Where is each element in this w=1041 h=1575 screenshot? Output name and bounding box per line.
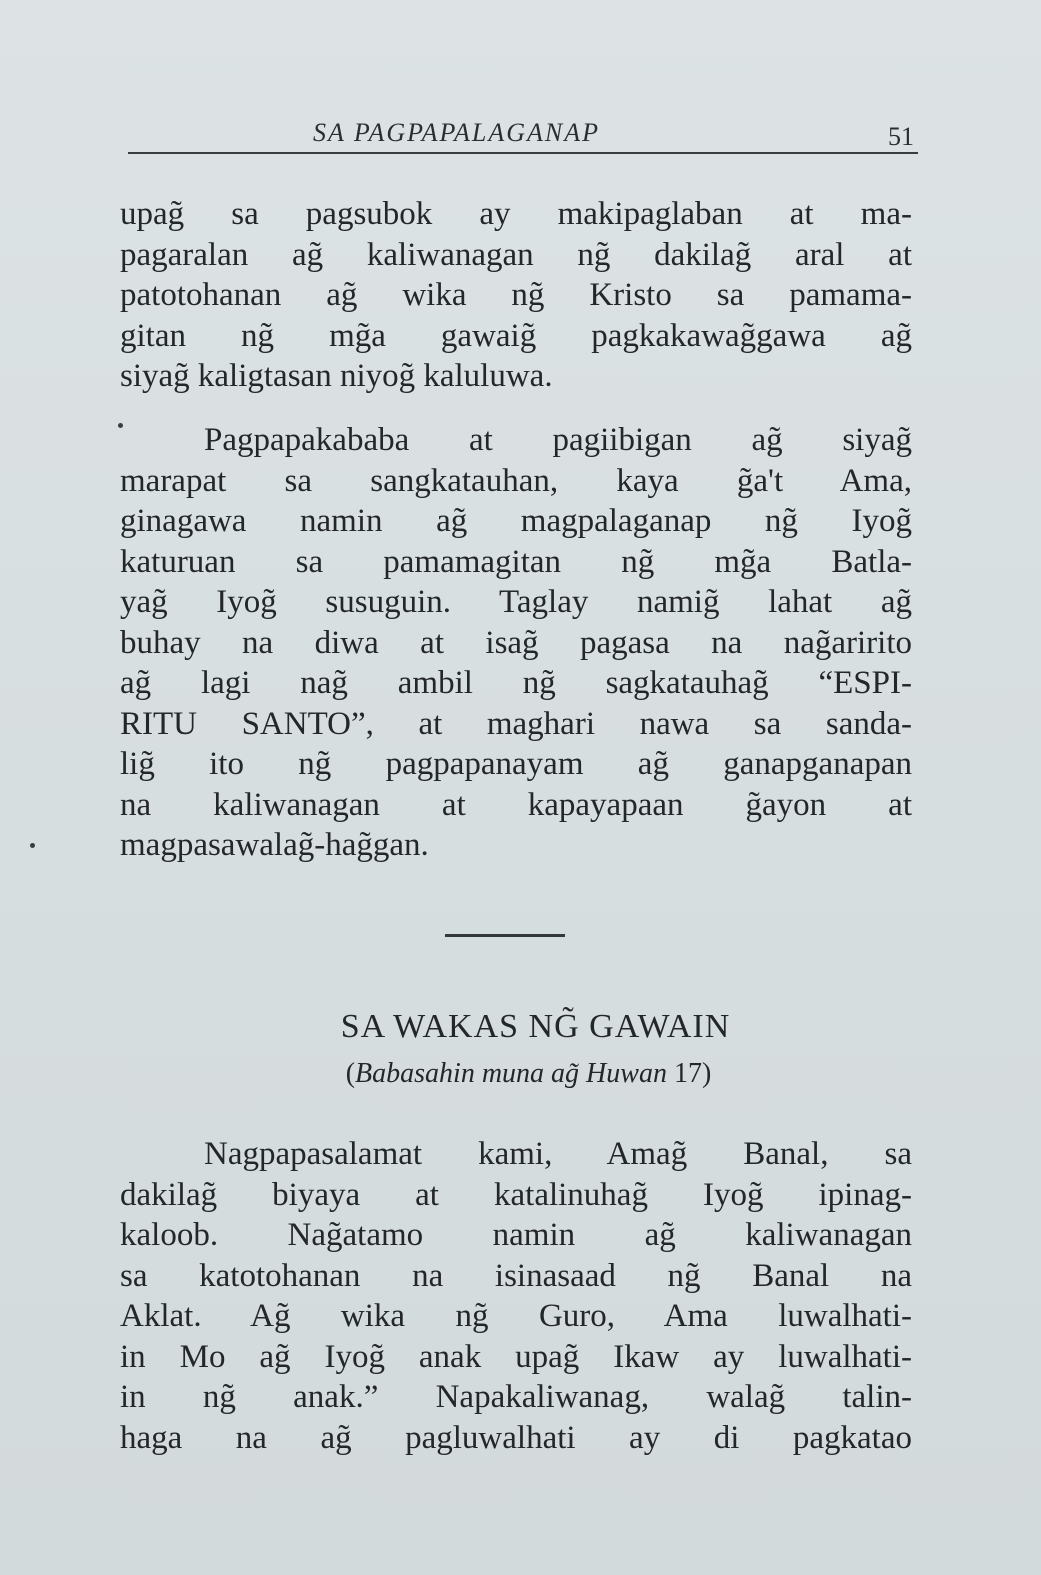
text-line: Pagpapakababa at pagiibigan ag̃ siyag̃: [204, 422, 912, 458]
subtitle-paren: (: [345, 1058, 356, 1089]
text-line: sa katotohanan na isinasaad ng̃ Banal na: [120, 1257, 912, 1294]
text-line: Aklat. Ag̃ wika ng̃ Guro, Ama luwalhati-: [120, 1298, 912, 1334]
text-line: yag̃ Iyog̃ susuguin. Taglay namig̃ lahat ag̃: [120, 584, 912, 620]
text-line: in ng̃ anak.” Napakaliwanag, walag̃ talin-: [120, 1379, 912, 1415]
text-line: in Mo ag̃ Iyog̃ anak upag̃ Ikaw ay luwalhati-: [120, 1338, 912, 1375]
page-header: [128, 112, 918, 156]
text-line: ginagawa namin ag̃ magpalaganap ng̃ Iyog̃: [120, 503, 912, 539]
text-line: dakilag̃ biyaya at katalinuhag̃ Iyog̃ ipinag-: [120, 1176, 912, 1213]
section-divider: [445, 934, 565, 937]
subtitle-chapter: 17): [666, 1058, 712, 1089]
ink-speck: [30, 843, 35, 848]
text-line: pagaralan ag̃ kaliwanagan ng̃ dakilag̃ aral at: [120, 236, 912, 273]
paragraph-1: [120, 194, 912, 397]
section-title: SA WAKAS NG̃ GAWAIN: [340, 1008, 731, 1045]
text-line: gitan ng̃ mg̃a gawaig̃ pagkakawag̃gawa ag̃: [120, 317, 912, 354]
text-line: marapat sa sangkatauhan, kaya g̃a't Ama,: [120, 462, 912, 499]
text-line: katuruan sa pamamagitan ng̃ mg̃a Batla-: [120, 543, 912, 580]
paragraph-2: [120, 420, 912, 866]
section-subtitle: [0, 1058, 1041, 1090]
running-title: SA PAGPAPALAGANAP: [313, 118, 601, 147]
text-line: patotohanan ag̃ wika ng̃ Kristo sa pamama-: [120, 277, 912, 313]
text-line: kaloob. Nag̃atamo namin ag̃ kaliwanagan: [120, 1217, 912, 1253]
subtitle-reference: Babasahin muna ag̃ Huwan: [355, 1058, 667, 1089]
text-line: ag̃ lagi nag̃ ambil ng̃ sagkatauhag̃ “ESPI-: [120, 665, 912, 701]
text-line: Nagpapasalamat kami, Amag̃ Banal, sa: [204, 1136, 912, 1172]
header-rule: [128, 152, 918, 154]
text-line: buhay na diwa at isag̃ pagasa na nag̃aririto: [120, 624, 912, 661]
text-line: haga na ag̃ pagluwalhati ay di pagkatao: [120, 1419, 912, 1456]
text-line: upag̃ sa pagsubok ay makipaglaban at ma-: [120, 196, 912, 232]
text-line: siyag̃ kaligtasan niyog̃ kaluluwa.: [120, 358, 553, 394]
text-line: lig̃ ito ng̃ pagpapanayam ag̃ ganapganapan: [120, 746, 912, 782]
page-number: 51: [888, 122, 914, 151]
text-line: magpasawalag̃-hag̃gan.: [120, 827, 429, 863]
paragraph-3: [120, 1134, 912, 1458]
text-line: RITU SANTO”, at maghari nawa sa sanda-: [120, 705, 912, 742]
text-line: na kaliwanagan at kapayapaan g̃ayon at: [120, 786, 912, 823]
